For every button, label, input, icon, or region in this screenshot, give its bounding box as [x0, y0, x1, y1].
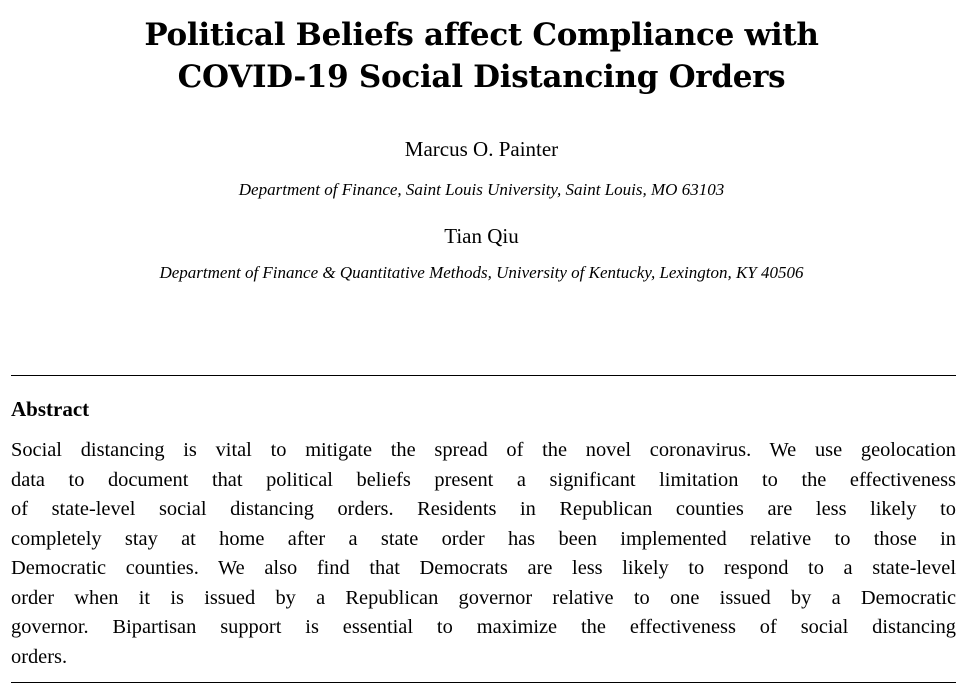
abstract-line-8: orders. — [11, 645, 68, 668]
paper-title-line-1: Political Beliefs affect Compliance with — [144, 17, 819, 53]
author-name-1: Marcus O. Painter — [404, 137, 559, 161]
author-affiliation-2: Department of Finance & Quantitative Methods, University of Kentucky, Lexington, KY 40506 — [159, 263, 804, 282]
abstract-line-4: completely stay at home after a state order has been implemented relative to those in — [11, 527, 956, 550]
abstract-line-2: data to document that political beliefs present a significant limitation to the effectiveness — [11, 468, 956, 491]
abstract-line-1: Social distancing is vital to mitigate the spread of the novel coronavirus. We use geolocation — [11, 439, 956, 461]
abstract-bottom-rule — [11, 682, 956, 683]
abstract-line-3: of state-level social distancing orders. Residents in Republican counties are less likely to — [11, 498, 956, 520]
abstract-heading: Abstract — [11, 397, 90, 421]
abstract-line-6: order when it is issued by a Republican governor relative to one issued by a Democratic — [11, 586, 956, 609]
paper-title — [0, 14, 963, 98]
abstract-line-7: governor. Bipartisan support is essential to maximize the effectiveness of social distancing — [11, 616, 956, 638]
author-name-2: Tian Qiu — [444, 224, 519, 248]
abstract-top-rule — [11, 375, 956, 376]
abstract-line-5: Democratic counties. We also find that Democrats are less likely to respond to a state-level — [11, 557, 956, 579]
abstract-body — [11, 436, 956, 672]
paper-title-line-2: COVID-19 Social Distancing Orders — [177, 59, 786, 95]
author-affiliation-1: Department of Finance, Saint Louis University, Saint Louis, MO 63103 — [238, 180, 725, 199]
